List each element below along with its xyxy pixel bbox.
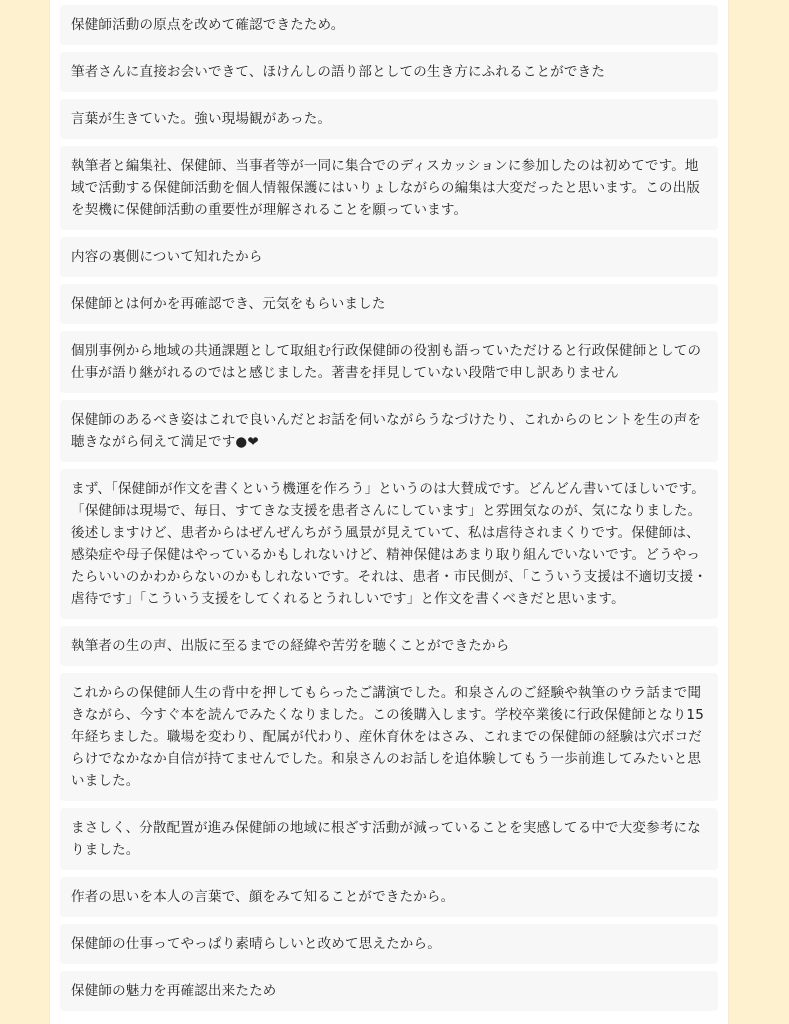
comment-item: これからの保健師人生の背中を押してもらったご講演でした。和泉さんのご経験や執筆のウラ話まで聞きながら、今すぐ本を読んでみたくなりました。この後購入します。学校卒業後に行政保健師となり15年経ちました。職場を変わり、配属が代わり、産休育休をはさみ、これまでの保健師の経験は穴ボコだらけでなかなか自信が持てませんでした。和泉さんのお話しを追体験してもう一歩前進してみたいと思いました。	[60, 673, 718, 801]
comment-item: 保健師のあるべき姿はこれで良いんだとお話を伺いながらうなづけたり、これからのヒントを生の声を聴きながら伺えて満足です●❤	[60, 400, 718, 462]
comment-item: 保健師とは何かを再確認でき、元気をもらいました	[60, 284, 718, 324]
comment-item: 執筆者と編集社、保健師、当事者等が一同に集合でのディスカッションに参加したのは初めてです。地域で活動する保健師活動を個人情報保護にはいりょしながらの編集は大変だったと思います。この出版を契機に保健師活動の重要性が理解されることを願っています。	[60, 146, 718, 230]
right-margin	[763, 0, 789, 1024]
comment-item: まず、「保健師が作文を書くという機運を作ろう」というのは大賛成です。どんどん書いてほしいです。「保健師は現場で、毎日、すてきな支援を患者さんにしています」と雰囲気なのが、気になりました。後述しますけど、患者からはぜんぜんちがう風景が見えていて、私は虐待されまくりです。保健師は、感染症や母子保健はやっているかもしれないけど、精神保健はあまり取り組んでいないです。どうやったらいいのかわからないのかもしれないです。それは、患者・市民側が、「こういう支援は不適切支援・虐待です」「こういう支援をしてくれるとうれしいです」と作文を書くべきだと思います。	[60, 469, 718, 619]
comment-item: 執筆者の生の声、出版に至るまでの経緯や苦労を聴くことができたから	[60, 626, 718, 666]
comment-item: 個別事例から地域の共通課題として取組む行政保健師の役割も語っていただけると行政保健師としての仕事が語り継がれるのではと感じました。著書を拝見していない段階で申し訳ありません	[60, 331, 718, 393]
comment-item: 作者の思いを本人の言葉で、顔をみて知ることができたから。	[60, 877, 718, 917]
comment-item: 内容の裏側について知れたから	[60, 237, 718, 277]
left-margin	[0, 0, 18, 1024]
comment-item: 保健師活動の原点を改めて確認できたため。	[60, 5, 718, 45]
comment-item: 保健師の仕事ってやっぱり素晴らしいと改めて思えたから。	[60, 924, 718, 964]
comments-panel	[50, 0, 728, 1024]
comment-item: まさしく、分散配置が進み保健師の地域に根ざす活動が減っていることを実感してる中で大変参考になりました。	[60, 808, 718, 870]
comment-item: 保健師の魅力を再確認出来たため	[60, 971, 718, 1011]
comment-item: 言葉が生きていた。強い現場観があった。	[60, 99, 718, 139]
comment-item: 筆者さんに直接お会いできて、ほけんしの語り部としての生き方にふれることができた	[60, 52, 718, 92]
comment-list	[50, 0, 728, 1011]
